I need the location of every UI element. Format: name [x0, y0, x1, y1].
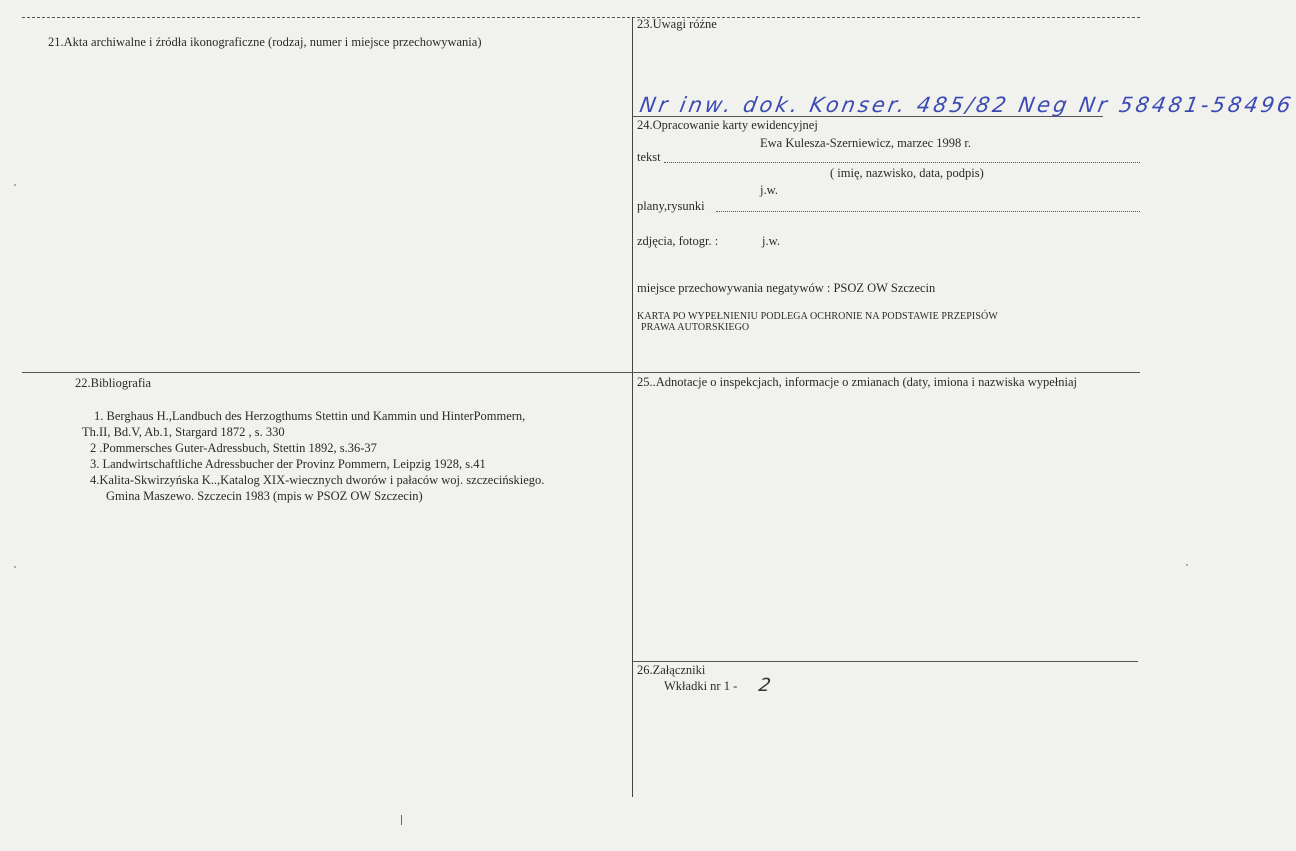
section22-title: 22.Bibliografia [75, 376, 152, 390]
zdjecia-label: zdjęcia, fotogr. : [637, 234, 719, 248]
negatives-location: miejsce przechowywania negatywów : PSOZ OW Szczecin [637, 281, 936, 295]
copyright-notice-line1: KARTA PO WYPEŁNIENIU PODLEGA OCHRONIE NA PODSTAWIE PRZEPISÓW [637, 311, 998, 322]
section26-title: 26.Załączniki [637, 663, 706, 677]
tekst-dotted-line [664, 162, 1140, 163]
section26-divider [632, 661, 1138, 662]
bibliography-item: Gmina Maszewo. Szczecin 1983 (mpis w PSOZ OW Szczecin) [106, 489, 423, 503]
middle-divider-left [22, 372, 632, 373]
handwriting-underline [633, 116, 1103, 117]
section21-title: 21.Akta archiwalne i źródła ikonograficzne (rodzaj, numer i miejsce przechowywania) [48, 35, 482, 49]
scan-mark [401, 815, 402, 825]
tekst-label: tekst [637, 150, 661, 164]
center-divider-lower [632, 372, 633, 797]
middle-divider-right [632, 372, 1140, 373]
author-entry: Ewa Kulesza-Szerniewicz, marzec 1998 r. [760, 136, 972, 150]
section24-title: 24.Opracowanie karty ewidencyjnej [637, 118, 818, 132]
scan-speck [14, 184, 16, 186]
bibliography-item: Th.II, Bd.V, Ab.1, Stargard 1872 , s. 330 [82, 425, 285, 439]
copyright-notice-line2: PRAWA AUTORSKIEGO [641, 322, 750, 333]
plany-label: plany,rysunki [637, 199, 705, 213]
attachments-handwritten-number: 2 [757, 675, 773, 696]
bibliography-list [82, 408, 544, 504]
handwritten-inventory-note: Nr inw. dok. Konser. 485/82 Neg Nr 58481-58496 [637, 93, 1296, 117]
section23-title: 23.Uwagi różne [637, 17, 717, 31]
attachments-value: Wkładki nr 1 - [664, 679, 738, 693]
top-border-line [22, 17, 1140, 18]
scan-speck [1186, 564, 1188, 566]
bibliography-item: 4.Kalita-Skwirzyńska K..,Katalog XIX-wiecznych dworów i pałaców woj. szczecińskiego. [90, 473, 545, 487]
plany-dotted-line [716, 211, 1140, 212]
zdjecia-value: j.w. [762, 234, 780, 248]
plany-value: j.w. [760, 183, 778, 197]
bibliography-item: 3. Landwirtschaftliche Adressbucher der Provinz Pommern, Leipzig 1928, s.41 [90, 457, 486, 471]
tekst-hint: ( imię, nazwisko, data, podpis) [830, 166, 984, 180]
scan-speck [14, 566, 16, 568]
bibliography-item: 1. Berghaus H.,Landbuch des Herzogthums Stettin und Kammin und HinterPommern, [94, 409, 526, 423]
section25-title: 25..Adnotacje o inspekcjach, informacje o zmianach (daty, imiona i nazwiska wypełniaj [637, 375, 1078, 389]
bibliography-item: 2 .Pommersches Guter-Adressbuch, Stettin 1892, s.36-37 [90, 441, 377, 455]
center-divider-upper [632, 17, 633, 372]
